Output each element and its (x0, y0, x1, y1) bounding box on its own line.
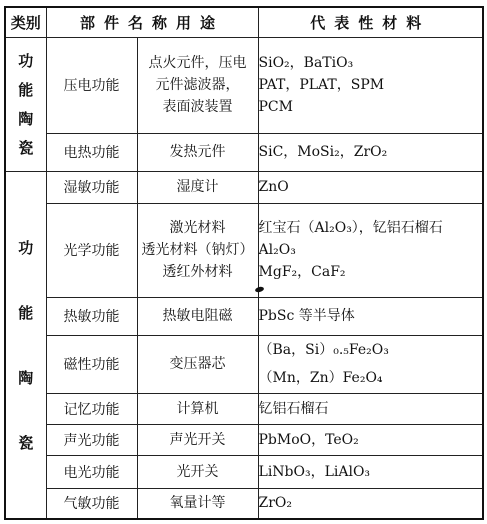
header-category: 类别 (5, 7, 46, 37)
use-line: 点火元件，压电 (148, 55, 247, 71)
category-char: 功 (18, 238, 34, 257)
category-char: 陶 (18, 368, 34, 387)
header-materials: 代表性材料 (258, 7, 483, 37)
category-char: 能 (18, 303, 34, 322)
material-line: ZnO (258, 179, 289, 195)
table-row (5, 455, 483, 488)
material-cell (258, 424, 483, 455)
use-cell (137, 297, 258, 335)
material-line: MgF₂，CaF₂ (258, 264, 346, 280)
material-line: SiC，MoSi₂，ZrO₂ (258, 144, 388, 160)
use-line: 发热元件 (169, 144, 226, 160)
table-row (5, 171, 483, 203)
function-cell: 湿敏功能 (46, 171, 137, 203)
function-cell: 电热功能 (46, 133, 137, 171)
function-cell: 热敏功能 (46, 297, 137, 335)
material-line: （Mn，Zn）Fe₂O₄ (258, 370, 383, 386)
material-cell (258, 37, 483, 133)
material-line: PAT，PLAT，SPM (258, 77, 385, 93)
header-row (5, 7, 483, 37)
use-cell (137, 393, 258, 424)
function-cell: 气敏功能 (46, 488, 137, 519)
category-char: 能 (18, 81, 34, 99)
use-cell (137, 424, 258, 455)
use-line: 透光材料（钠灯） (141, 242, 254, 258)
use-line: 元件滤波器， (155, 77, 240, 93)
material-cell (258, 203, 483, 297)
use-cell (137, 203, 258, 297)
table-row (5, 133, 483, 171)
material-line: PbSc 等半导体 (258, 308, 355, 324)
material-line: PCM (258, 99, 293, 115)
use-cell (137, 37, 258, 133)
table-row (5, 297, 483, 335)
category-char: 功 (18, 52, 34, 70)
material-cell (258, 335, 483, 393)
function-cell: 压电功能 (46, 37, 137, 133)
function-cell: 磁性功能 (46, 335, 137, 393)
table-row (5, 37, 483, 133)
use-line: 声光开关 (169, 431, 226, 448)
category-char: 瓷 (18, 433, 34, 452)
header-component-use: 部件名称用途 (46, 7, 258, 37)
use-line: 氧量计等 (169, 495, 226, 512)
use-line: 变压器芯 (169, 356, 226, 372)
table-row (5, 393, 483, 424)
use-cell (137, 455, 258, 488)
category-cell (5, 171, 46, 519)
use-cell (137, 488, 258, 519)
use-line: 计算机 (176, 400, 219, 417)
use-line: 光开关 (176, 463, 219, 480)
use-line: 湿度计 (176, 179, 219, 195)
material-line: （Ba，Si）₀.₅Fe₂O₃ (258, 342, 389, 358)
function-cell: 光学功能 (46, 203, 137, 297)
use-line: 激光材料 (169, 220, 226, 236)
use-line: 热敏电阻磁 (162, 308, 233, 324)
category-char: 陶 (18, 110, 34, 128)
function-cell: 记忆功能 (46, 393, 137, 424)
use-line: 透红外材料 (162, 264, 233, 280)
material-cell (258, 171, 483, 203)
use-line: 表面波装置 (162, 99, 233, 115)
materials-table (4, 6, 484, 520)
function-cell: 声光功能 (46, 424, 137, 455)
material-cell (258, 297, 483, 335)
material-line: PbMoO，TeO₂ (258, 431, 359, 448)
material-cell (258, 393, 483, 424)
use-cell (137, 171, 258, 203)
material-cell (258, 488, 483, 519)
use-cell (137, 133, 258, 171)
material-cell (258, 133, 483, 171)
material-line: 红宝石（Al₂O₃），钇铝石榴石 (258, 220, 443, 236)
material-line: Al₂O₃ (258, 242, 296, 258)
table-row (5, 203, 483, 297)
material-cell (258, 455, 483, 488)
table-row (5, 424, 483, 455)
use-cell (137, 335, 258, 393)
material-line: 钇铝石榴石 (258, 400, 329, 417)
material-line: SiO₂，BaTiO₃ (258, 55, 354, 71)
function-cell: 电光功能 (46, 455, 137, 488)
category-char: 瓷 (18, 139, 34, 157)
table-row (5, 335, 483, 393)
table-row (5, 488, 483, 519)
material-line: LiNbO₃，LiAlO₃ (258, 463, 371, 480)
material-line: ZrO₂ (258, 495, 293, 512)
category-cell (5, 37, 46, 171)
